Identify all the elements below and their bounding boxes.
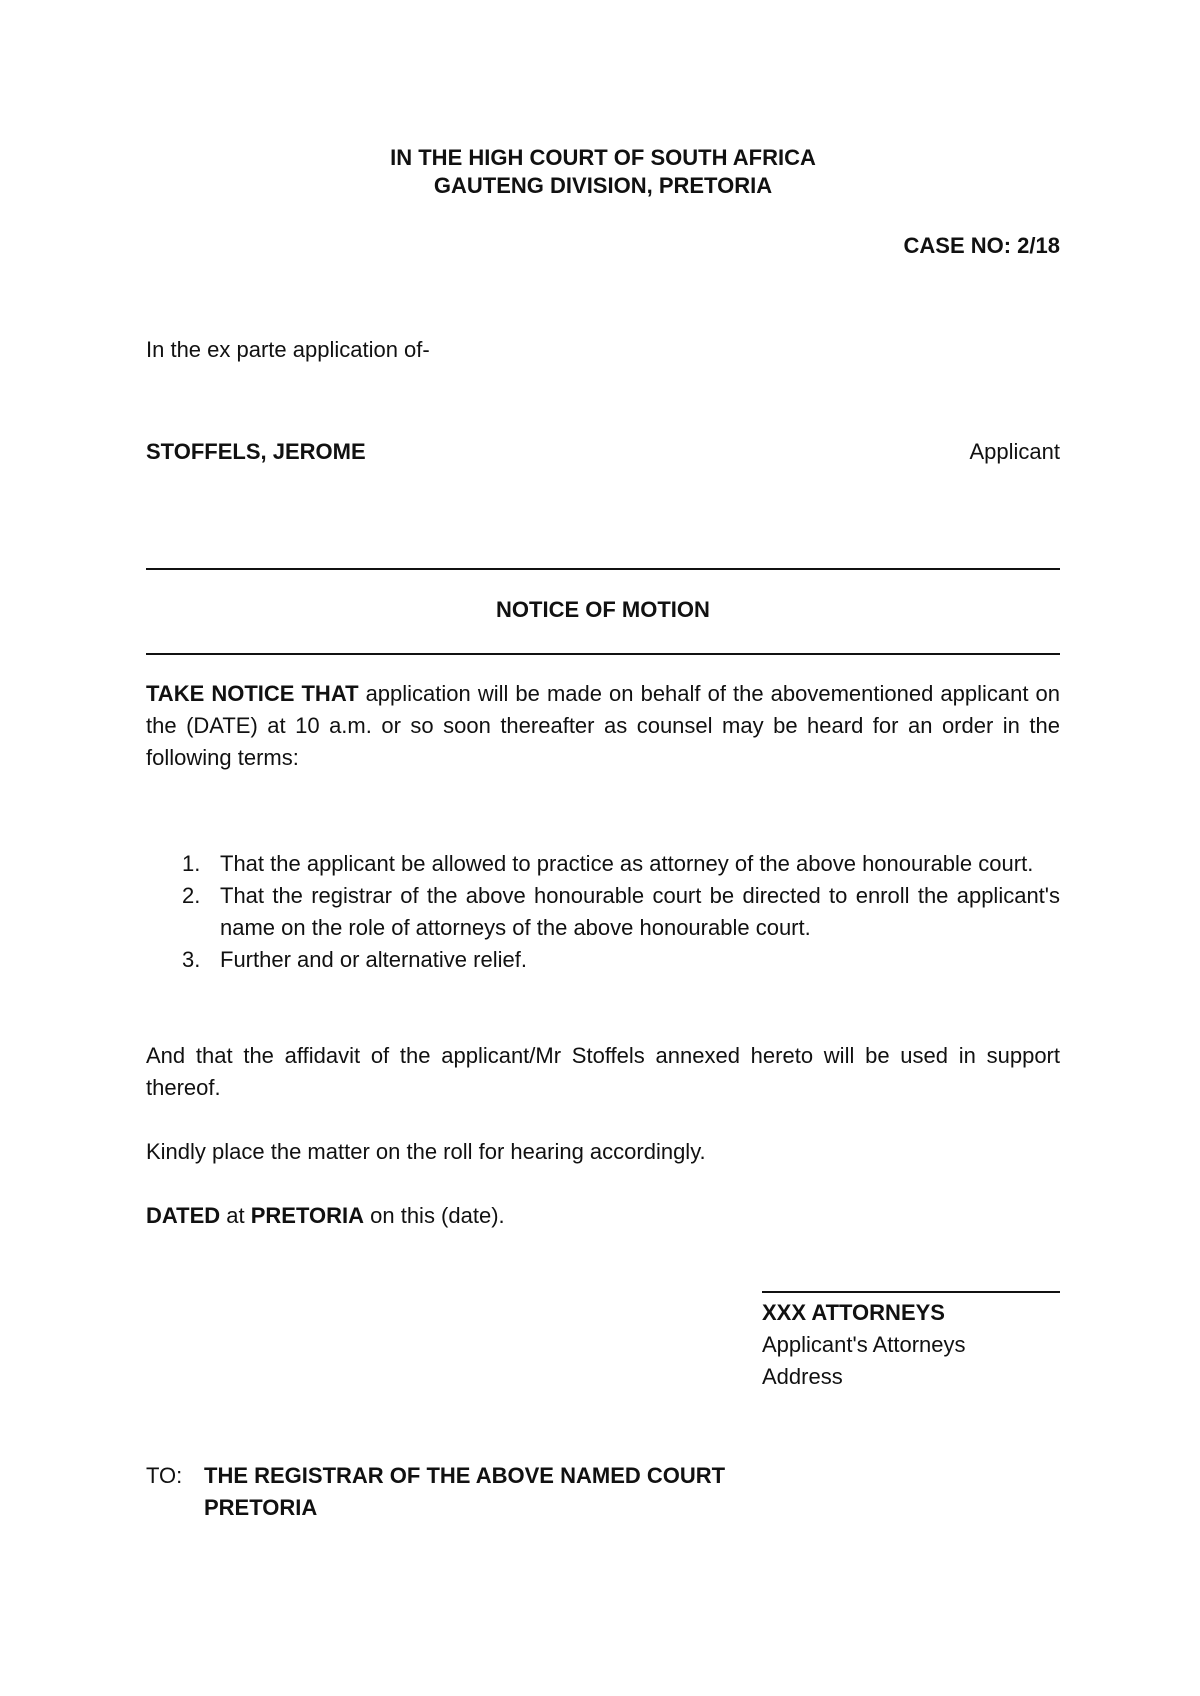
recipient-block [146,1460,1060,1524]
take-notice-lead: TAKE NOTICE THAT [146,681,359,706]
order-number: 3. [182,947,201,972]
list-item [146,880,1060,944]
dated-place: PRETORIA [250,1203,365,1228]
order-number: 2. [182,883,201,908]
title-bottom-divider [146,653,1060,655]
order-number: 1. [182,851,201,876]
applicant-role: Applicant [969,439,1060,464]
take-notice-text: application will be made on behalf of the abovementioned applicant on the (DATE) at 10 a.m. or so soon thereafter as counsel may be heard for an order in the following terms: [146,681,1060,770]
take-notice-paragraph [146,678,1060,774]
dated-paragraph [146,1200,1060,1232]
recipient-label: TO: [146,1463,183,1488]
signature-block [762,1291,1060,1393]
affidavit-paragraph: And that the affidavit of the applicant/Mr Stoffels annexed hereto will be used in support thereof. [146,1043,1060,1100]
document-title: NOTICE OF MOTION [496,597,710,622]
signature-line [762,1291,1060,1293]
order-text: That the applicant be allowed to practice as attorney of the above honourable court. [220,851,1034,876]
order-terms-list [146,848,1060,976]
dated-at: at [220,1203,251,1228]
applicant-row [146,436,1060,468]
list-item [146,944,1060,976]
firm-address: Address [762,1364,843,1389]
dated-rest: on this (date). [364,1203,505,1228]
kindly-paragraph: Kindly place the matter on the roll for hearing accordingly. [146,1139,706,1164]
court-division: GAUTENG DIVISION, PRETORIA [433,173,773,198]
document-page [146,0,1060,1696]
court-header [146,144,1060,200]
order-text: That the registrar of the above honourable court be directed to enroll the applicant's name on the role of attorneys of the above honourable court. [220,883,1060,940]
court-name: IN THE HIGH COURT OF SOUTH AFRICA [390,145,816,170]
recipient-lines [204,1460,725,1524]
applicant-name: STOFFELS, JEROME [146,439,366,464]
case-number: CASE NO: 2/18 [903,233,1060,258]
firm-name: XXX ATTORNEYS [762,1300,945,1325]
list-item [146,848,1060,880]
recipient-city: PRETORIA [204,1495,318,1520]
firm-role: Applicant's Attorneys [762,1332,966,1357]
ex-parte-text: In the ex parte application of- [146,337,430,362]
order-text: Further and or alternative relief. [220,947,527,972]
recipient-name: THE REGISTRAR OF THE ABOVE NAMED COURT [204,1463,726,1488]
dated-word: DATED [146,1203,221,1228]
recipient-row [146,1460,1060,1524]
title-top-divider [146,568,1060,570]
